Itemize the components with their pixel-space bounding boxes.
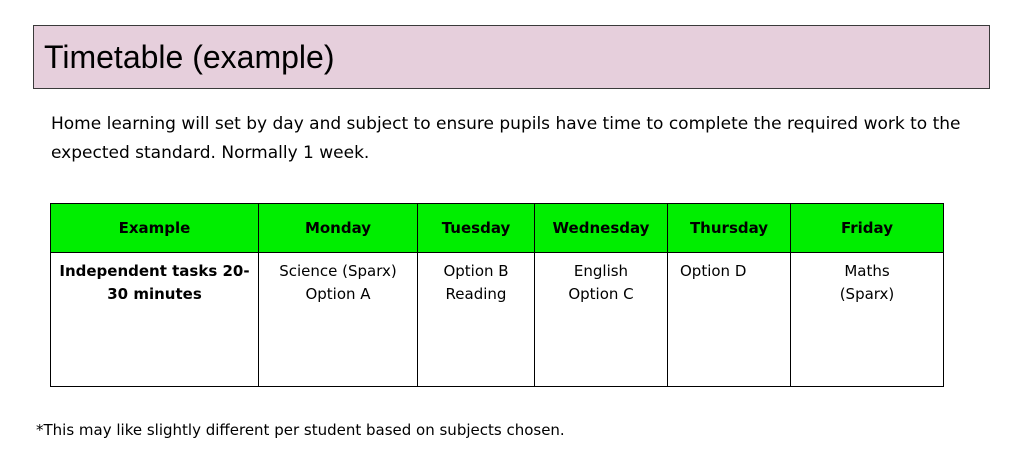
thursday-item: Option D <box>680 262 747 280</box>
thursday-cell <box>668 253 791 387</box>
row-label-line: 30 minutes <box>107 285 202 303</box>
table-row <box>51 253 944 387</box>
intro-paragraph: Home learning will set by day and subject to ensure pupils have time to complete the required work to the expected standard. Normally 1 week. <box>51 114 961 163</box>
wednesday-item: English <box>573 262 629 280</box>
monday-item: Science (Sparx) <box>279 262 397 280</box>
header-tuesday: Tuesday <box>418 204 535 253</box>
timetable-table <box>50 203 944 387</box>
wednesday-item: Option C <box>568 285 634 303</box>
tuesday-item: Reading <box>445 285 507 303</box>
friday-item: Maths <box>844 262 890 280</box>
timetable-header-row <box>51 204 944 253</box>
header-example: Example <box>51 204 259 253</box>
friday-cell <box>791 253 944 387</box>
wednesday-cell <box>535 253 668 387</box>
header-monday: Monday <box>259 204 418 253</box>
header-thursday: Thursday <box>668 204 791 253</box>
friday-item: (Sparx) <box>839 285 895 303</box>
tuesday-item: Option B <box>443 262 509 280</box>
title-banner <box>33 25 990 89</box>
monday-item: Option A <box>305 285 371 303</box>
row-label-cell <box>51 253 259 387</box>
row-label-line: Independent tasks 20- <box>59 262 250 280</box>
header-wednesday: Wednesday <box>535 204 668 253</box>
page-title: Timetable (example) <box>44 39 335 75</box>
tuesday-cell <box>418 253 535 387</box>
monday-cell <box>259 253 418 387</box>
footnote: *This may like slightly different per student based on subjects chosen. <box>36 421 565 439</box>
header-friday: Friday <box>791 204 944 253</box>
